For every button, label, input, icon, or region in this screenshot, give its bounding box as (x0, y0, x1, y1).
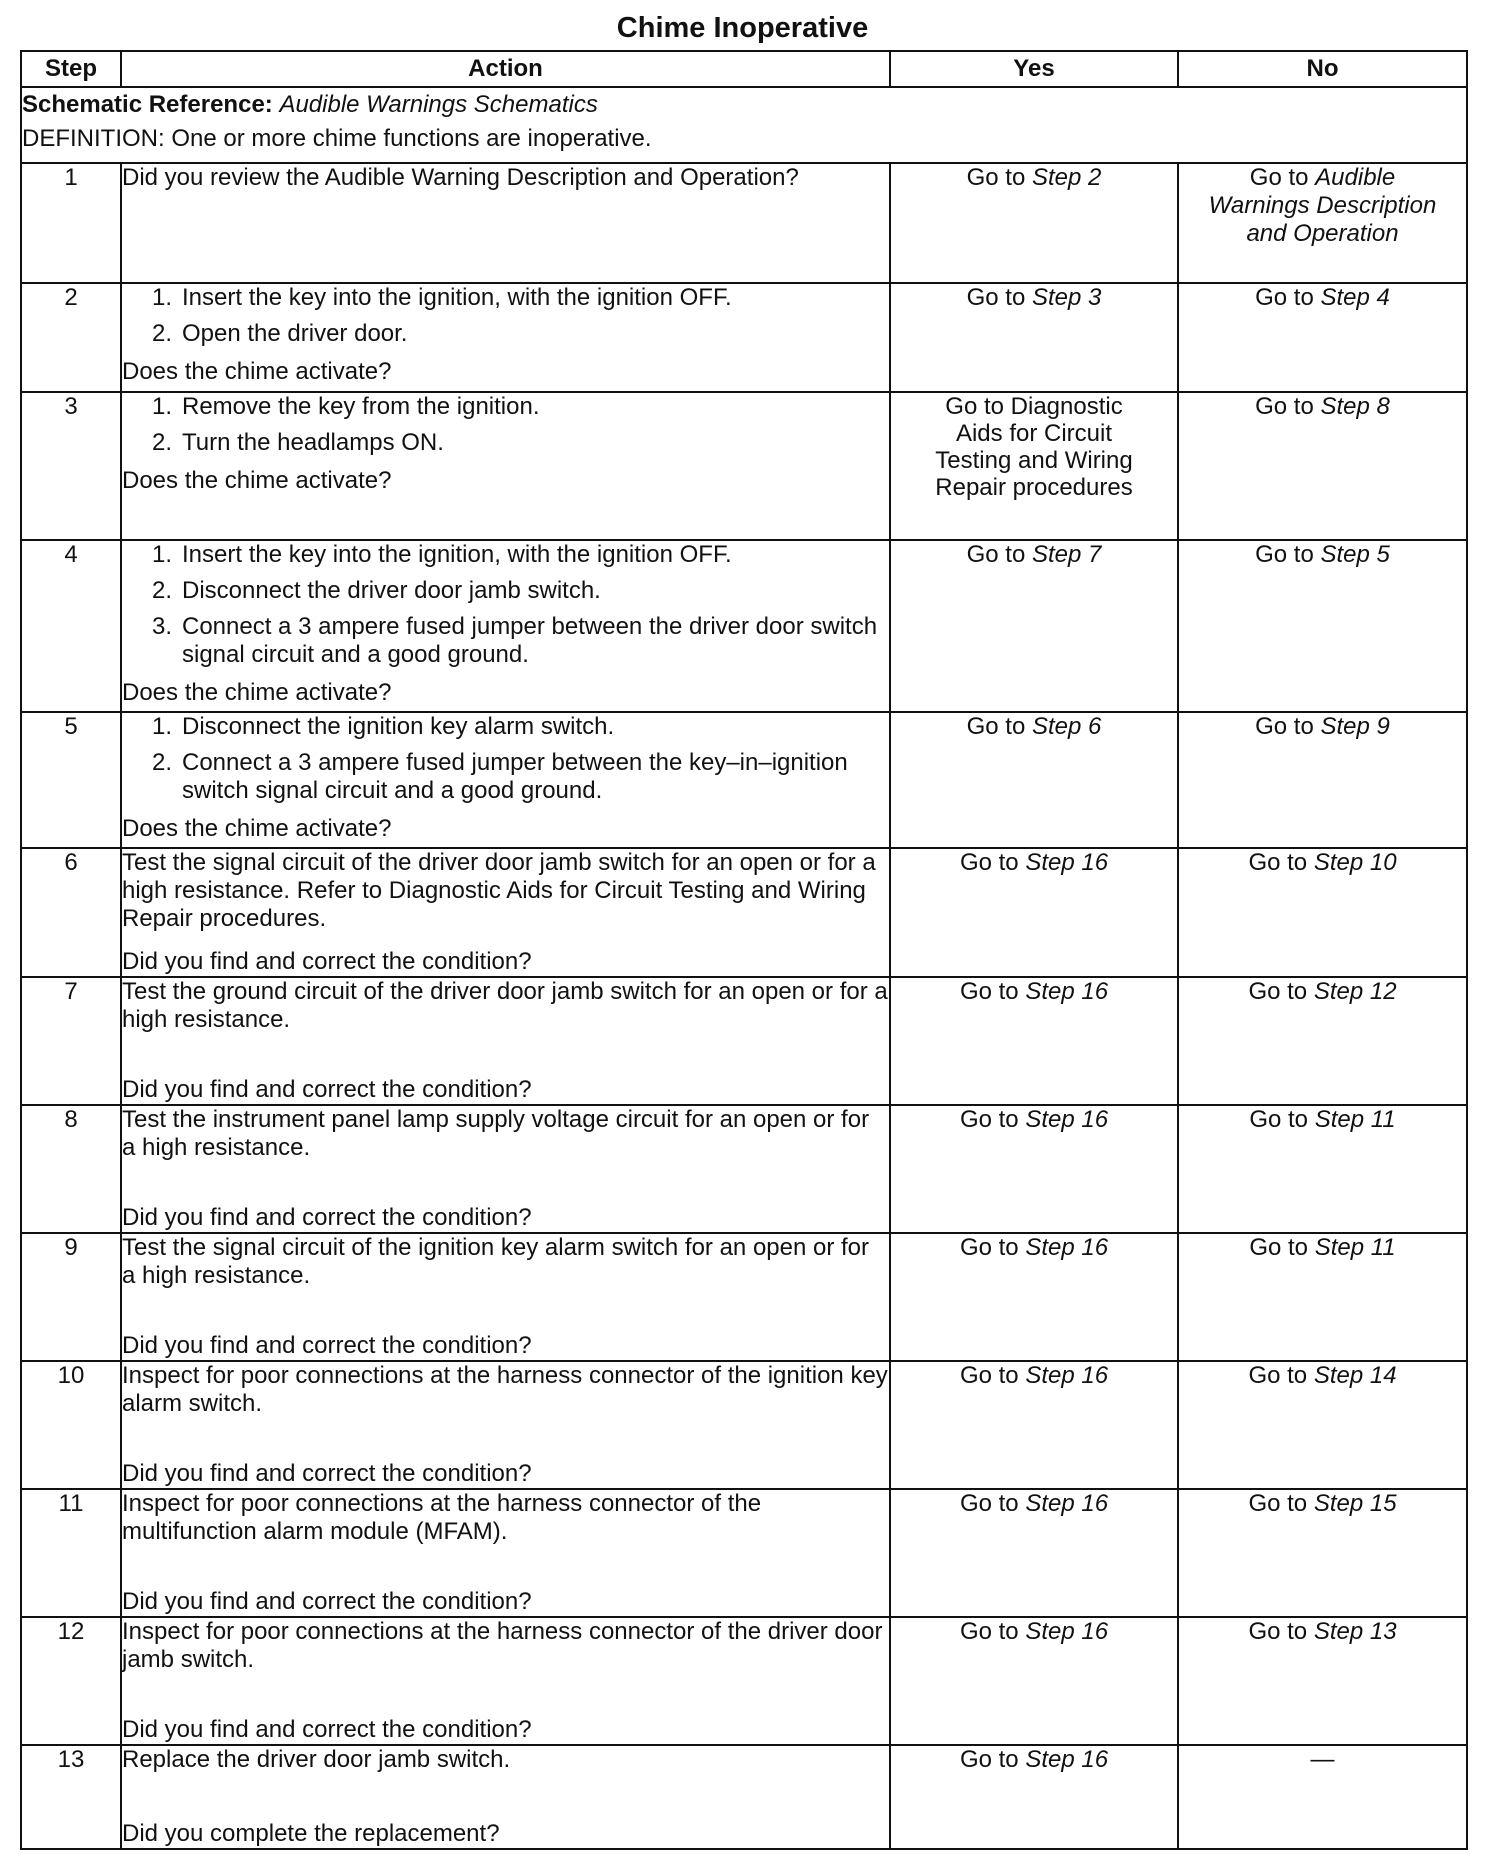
action-cell (121, 1361, 890, 1489)
action-question: Did you find and correct the condition? (122, 1460, 532, 1487)
action-list (122, 541, 889, 677)
no-step-ref: Step 5 (1320, 541, 1390, 568)
action-list (122, 393, 889, 465)
list-item: 2. Turn the headlamps ON. (151, 429, 444, 456)
action-question: Did you find and correct the condition? (122, 948, 532, 975)
action-cell (121, 1745, 890, 1849)
yes-cell: Go to Step 16 (890, 1617, 1178, 1745)
no-step-ref: Step 4 (1320, 284, 1390, 311)
action-text: Inspect for poor connections at the harness connector of the multifunction alarm module (MFAM). (122, 1490, 762, 1545)
no-ref-line: and Operation (1246, 220, 1399, 247)
no-step-ref: Step 15 (1313, 1490, 1397, 1517)
yes-step-ref: Step 7 (1031, 541, 1102, 568)
action-question: Did you complete the replacement? (122, 1820, 500, 1847)
no-ref: Audible (1315, 164, 1396, 191)
yes-step-ref: Step 16 (1025, 1234, 1109, 1261)
no-cell: Go to Step 13 (1178, 1617, 1467, 1745)
yes-line: Testing and Wiring (935, 447, 1133, 474)
definition-text: DEFINITION: One or more chime functions are inoperative. (22, 125, 652, 152)
yes-step-ref: Step 16 (1025, 1362, 1109, 1389)
action-text: Test the signal circuit of the driver door jamb switch for an open or for a high resistance. Refer to Diagnostic Aids for Circuit Testing and Wiring Repair procedures. (122, 849, 876, 932)
table-row (21, 392, 1467, 540)
action-text: Test the instrument panel lamp supply voltage circuit for an open or for a high resistance. (122, 1106, 870, 1161)
action-text: Replace the driver door jamb switch. (122, 1746, 511, 1773)
table-row (21, 712, 1467, 848)
action-list (122, 713, 889, 813)
header-action: Action (121, 51, 890, 87)
table-row (21, 1233, 1467, 1361)
action-question: Did you find and correct the condition? (122, 1204, 532, 1231)
yes-cell: Go to Step 7 (890, 540, 1178, 712)
no-cell: Go to Step 10 (1178, 848, 1467, 977)
no-cell: Go to Step 8 (1178, 392, 1467, 540)
header-no: No (1178, 51, 1467, 87)
no-step-ref: Step 11 (1314, 1106, 1396, 1133)
action-cell (121, 712, 890, 848)
yes-cell (890, 163, 1178, 283)
no-step-ref: Step 8 (1320, 393, 1390, 420)
no-cell: Go to Step 11 (1178, 1233, 1467, 1361)
table-row (21, 1105, 1467, 1233)
action-cell (121, 977, 890, 1105)
step-number: 6 (21, 848, 121, 977)
list-item: 3. Connect a 3 ampere fused jumper between the driver door switch signal circuit and a good ground. (151, 613, 878, 668)
table-row (21, 163, 1467, 283)
step-number: 4 (21, 540, 121, 712)
yes-line: Aids for Circuit (955, 420, 1113, 447)
header-yes: Yes (890, 51, 1178, 87)
no-cell (1178, 163, 1467, 283)
step-number: 1 (21, 163, 121, 283)
yes-cell: Go to Step 3 (890, 283, 1178, 392)
no-step-ref: Step 13 (1313, 1618, 1397, 1645)
no-cell: Go to Step 4 (1178, 283, 1467, 392)
yes-cell (890, 392, 1178, 540)
list-item: 1. Insert the key into the ignition, with the ignition OFF. (151, 284, 732, 311)
action-cell (121, 1233, 890, 1361)
action-text: Did you review the Audible Warning Description and Operation? (122, 164, 799, 191)
table-row (21, 283, 1467, 392)
action-question: Did you find and correct the condition? (122, 1076, 532, 1103)
list-item: 2. Connect a 3 ampere fused jumper between the key–in–ignition switch signal circuit and a good ground. (151, 749, 848, 804)
diagnostic-table (20, 50, 1468, 1850)
list-item: 1. Disconnect the ignition key alarm switch. (151, 713, 615, 740)
no-cell: Go to Step 15 (1178, 1489, 1467, 1617)
action-cell (121, 283, 890, 392)
action-text: Test the signal circuit of the ignition key alarm switch for an open or for a high resistance. (122, 1234, 870, 1289)
step-number: 13 (21, 1745, 121, 1849)
step-number: 12 (21, 1617, 121, 1745)
step-number: 10 (21, 1361, 121, 1489)
schematic-row (21, 87, 1467, 163)
step-number: 2 (21, 283, 121, 392)
yes-step-ref: Step 16 (1025, 1618, 1109, 1645)
no-cell: Go to Step 12 (1178, 977, 1467, 1105)
no-cell: Go to Step 9 (1178, 712, 1467, 848)
action-cell (121, 392, 890, 540)
no-step-ref: Step 10 (1313, 849, 1397, 876)
page-title: Chime Inoperative (616, 12, 869, 44)
yes-cell: Go to Step 16 (890, 1233, 1178, 1361)
yes-cell: Go to Step 16 (890, 977, 1178, 1105)
list-item: 1. Insert the key into the ignition, with the ignition OFF. (151, 541, 732, 568)
step-number: 5 (21, 712, 121, 848)
action-question: Does the chime activate? (122, 467, 392, 494)
action-question: Does the chime activate? (122, 679, 392, 706)
yes-cell: Go to Step 16 (890, 1489, 1178, 1617)
list-item: 2. Disconnect the driver door jamb switch. (151, 577, 601, 604)
no-cell: Go to Step 11 (1178, 1105, 1467, 1233)
no-ref-line: Warnings Description (1208, 192, 1437, 219)
header-row (21, 51, 1467, 87)
list-item: 2. Open the driver door. (151, 320, 408, 347)
action-cell (121, 540, 890, 712)
table-row (21, 540, 1467, 712)
yes-step-ref: Step 16 (1025, 1106, 1109, 1133)
action-cell (121, 163, 890, 283)
table-row (21, 1361, 1467, 1489)
action-question: Did you find and correct the condition? (122, 1588, 532, 1615)
yes-step-ref: Step 2 (1031, 164, 1102, 191)
yes-step-ref: Step 3 (1031, 284, 1102, 311)
table-row (21, 1745, 1467, 1849)
action-text: Inspect for poor connections at the harness connector of the driver door jamb switch. (122, 1618, 883, 1673)
yes-line: Go to Diagnostic (945, 393, 1123, 420)
no-step-ref: Step 12 (1313, 978, 1397, 1005)
table-row (21, 1617, 1467, 1745)
yes-cell: Go to Step 6 (890, 712, 1178, 848)
action-text: Test the ground circuit of the driver door jamb switch for an open or for a high resistance. (122, 978, 888, 1033)
schematic-reference: Audible Warnings Schematics (279, 91, 598, 118)
action-question: Does the chime activate? (122, 358, 392, 385)
step-number: 9 (21, 1233, 121, 1361)
yes-cell: Go to Step 16 (890, 1745, 1178, 1849)
yes-prefix: Go to (966, 164, 1026, 191)
yes-line: Repair procedures (935, 474, 1133, 501)
list-item: 1. Remove the key from the ignition. (151, 393, 540, 420)
action-question: Did you find and correct the condition? (122, 1332, 532, 1359)
no-dash: — (1310, 1746, 1335, 1773)
no-cell (1178, 1745, 1467, 1849)
no-prefix: Go to (1249, 164, 1309, 191)
no-cell: Go to Step 5 (1178, 540, 1467, 712)
table-row (21, 848, 1467, 977)
schematic-cell (21, 87, 1467, 163)
table-row (21, 977, 1467, 1105)
no-step-ref: Step 14 (1313, 1362, 1397, 1389)
yes-cell: Go to Step 16 (890, 1105, 1178, 1233)
yes-step-ref: Step 16 (1025, 1746, 1109, 1773)
step-number: 8 (21, 1105, 121, 1233)
yes-step-ref: Step 16 (1025, 1490, 1109, 1517)
action-text: Inspect for poor connections at the harness connector of the ignition key alarm switch. (122, 1362, 888, 1417)
header-step: Step (21, 51, 121, 87)
step-number: 3 (21, 392, 121, 540)
action-cell (121, 1617, 890, 1745)
action-cell (121, 848, 890, 977)
yes-step-ref: Step 6 (1031, 713, 1102, 740)
action-question: Does the chime activate? (122, 815, 392, 842)
action-cell (121, 1489, 890, 1617)
no-step-ref: Step 9 (1320, 713, 1390, 740)
action-question: Did you find and correct the condition? (122, 1716, 532, 1743)
table-row (21, 1489, 1467, 1617)
step-number: 11 (21, 1489, 121, 1617)
step-number: 7 (21, 977, 121, 1105)
no-step-ref: Step 11 (1314, 1234, 1396, 1261)
no-cell: Go to Step 14 (1178, 1361, 1467, 1489)
action-cell (121, 1105, 890, 1233)
yes-cell: Go to Step 16 (890, 1361, 1178, 1489)
yes-step-ref: Step 16 (1025, 978, 1109, 1005)
yes-cell: Go to Step 16 (890, 848, 1178, 977)
action-list (122, 284, 889, 356)
schematic-label: Schematic Reference: (22, 91, 273, 118)
yes-step-ref: Step 16 (1025, 849, 1109, 876)
